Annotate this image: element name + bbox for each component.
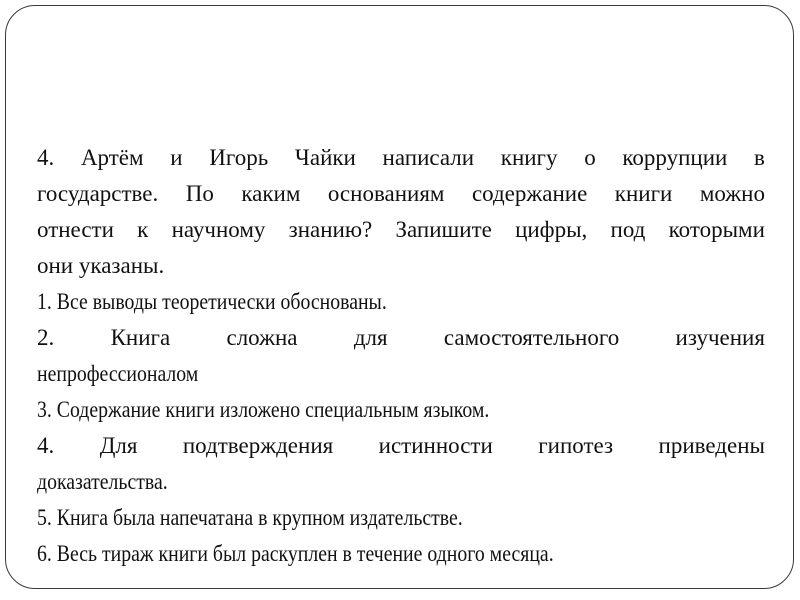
- option-text: Книга была напечатана в крупном издательстве.: [56, 505, 463, 530]
- option-2-line-2: [37, 356, 765, 392]
- word: книгу: [500, 145, 558, 170]
- option-text: непрофессионалом: [37, 361, 199, 386]
- question-line-2: [37, 176, 765, 212]
- word: под: [610, 217, 646, 242]
- task-content: [37, 140, 765, 572]
- option-3: [37, 392, 765, 428]
- word: сложна: [226, 325, 298, 350]
- word: приведены: [658, 433, 765, 458]
- word: коррупции: [622, 145, 728, 170]
- option-5: [37, 500, 765, 536]
- word: Артём: [80, 145, 144, 170]
- word: подтверждения: [182, 433, 334, 458]
- option-6: [37, 536, 765, 572]
- word: государстве.: [37, 181, 159, 206]
- option-2-line-1: [37, 320, 765, 356]
- word: в: [754, 145, 765, 170]
- word: книги: [614, 181, 673, 206]
- word: к: [137, 217, 149, 242]
- word: Чайки: [294, 145, 356, 170]
- word: Книга: [110, 325, 171, 350]
- question-line-4: [37, 248, 765, 284]
- word: можно: [699, 181, 765, 206]
- word: По: [185, 181, 214, 206]
- word: которыми: [668, 217, 765, 242]
- option-text: Весь тираж книги был раскуплен в течение одного месяца.: [56, 541, 554, 566]
- word: каким: [241, 181, 301, 206]
- question-line-1: [37, 140, 765, 176]
- word: истинности: [378, 433, 493, 458]
- option-number: 4.: [37, 433, 55, 458]
- word: цифры,: [515, 217, 588, 242]
- word: для: [353, 325, 388, 350]
- word: о: [584, 145, 596, 170]
- option-number: 2.: [37, 325, 55, 350]
- option-number: 1.: [37, 289, 52, 314]
- option-4-line-2: [37, 464, 765, 500]
- word: они указаны.: [37, 253, 165, 278]
- word: самостоятельного: [443, 325, 620, 350]
- option-1: [37, 284, 765, 320]
- option-text: Содержание книги изложено специальным языком.: [56, 397, 490, 422]
- word: содержание: [471, 181, 588, 206]
- option-number: 3.: [37, 397, 52, 422]
- word: гипотез: [538, 433, 614, 458]
- word: основаниям: [327, 181, 445, 206]
- option-text: Все выводы теоретически обоснованы.: [56, 289, 387, 314]
- word: написали: [382, 145, 475, 170]
- question-line-3: [37, 212, 765, 248]
- word: 4.: [37, 145, 55, 170]
- word: научному: [171, 217, 266, 242]
- option-number: 5.: [37, 505, 52, 530]
- option-4-line-1: [37, 428, 765, 464]
- word: Запишите: [395, 217, 492, 242]
- word: Для: [99, 433, 138, 458]
- option-text: доказательства.: [37, 469, 168, 494]
- word: и: [170, 145, 183, 170]
- word: изучения: [675, 325, 765, 350]
- word: знанию?: [288, 217, 373, 242]
- word: Игорь: [209, 145, 269, 170]
- word: отнести: [37, 217, 114, 242]
- option-number: 6.: [37, 541, 52, 566]
